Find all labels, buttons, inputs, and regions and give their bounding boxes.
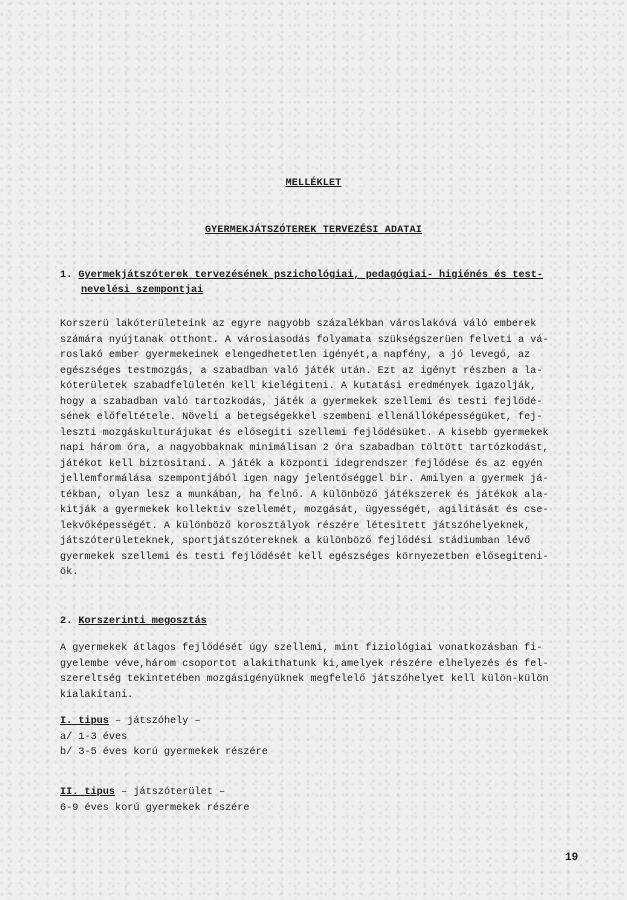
- section-2-number: 2.: [60, 616, 73, 627]
- paragraph-line: kitják a gyermekek kollektiv szellemét, mozgását, ügyességét, agilitását és cse-: [60, 505, 549, 516]
- paragraph-line: sének előfeltétele. Növeli a betegségekkel szembeni ellenállóképességüket, fej-: [60, 412, 543, 423]
- appendix-label: MELLÉKLET: [285, 178, 342, 189]
- paragraph-line: leszti mozgáskulturájukat és elősegiti szellemi fejlődésüket. A kisebb gyermekek: [60, 427, 549, 439]
- paragraph-line: A gyermekek átlagos fejlődését úgy szellemi, mint fiziológiai vonatkozásban fi-: [60, 643, 543, 654]
- type-1-block: [60, 714, 268, 761]
- list-item: a/ 1-3 éves: [60, 731, 128, 743]
- list-item: b/ 3-5 éves korú gyermekek részére: [60, 747, 268, 758]
- page-number: 19: [565, 852, 579, 864]
- section-2-body: [60, 641, 582, 703]
- paragraph-line: kóterületek szabadfelületén kell kielégiteni. A kutatási eredmények igazolják,: [60, 381, 537, 392]
- paragraph-line: számára nyújtanak otthont. A városiasodás folyamata szükségszerüen felveti a vá-: [60, 334, 549, 346]
- paragraph-line: lekvőképességét. A különböző korosztályok részére létesitett játszóhelyeknek,: [60, 520, 531, 532]
- paragraph-line: roslakó ember gyermekeinek elengedhetetlen igényét,a napfény, a jó levegő, az: [60, 350, 531, 361]
- paragraph-line: egészséges testmozgás, a szabadban való játék után. Ezt az igényt részben a la-: [60, 365, 543, 377]
- section-1-body: [60, 317, 582, 581]
- paragraph-line: játszóterületeknek, sportjátszótereknek a különböző fejlődési stádiumban lévő: [60, 536, 531, 547]
- paragraph-line: gyelembe véve,három csoportot alakithatunk ki,amelyek részére elhelyezés és fel-: [60, 658, 549, 670]
- type-1-label: I. tipus: [60, 716, 109, 727]
- section-1-number: 1.: [60, 270, 73, 281]
- document-title: GYERMEKJÁTSZÓTEREK TERVEZÉSI ADATAI: [204, 225, 423, 236]
- paragraph-line: napi három óra, a nagyobbaknak minimálisan 2 óra szabadban töltött tartózkodást,: [60, 443, 549, 454]
- type-2-name: – játszóterület –: [115, 787, 226, 798]
- paragraph-line: hogy a szabadban való tartozkodás, játék a gyermekek szellemi és testi fejlődé-: [60, 396, 543, 408]
- paragraph-line: játékot kell biztositani. A játék a központi idegrendszer fejlődése és az egyén: [60, 458, 543, 470]
- section-2-title: Korszerinti megosztás: [78, 616, 207, 627]
- type-2-label: II. tipus: [60, 787, 116, 798]
- paragraph-line: jellemformálása szempontjából igen nagy jelentőséggel bir. Amilyen a gyermek já-: [60, 474, 549, 485]
- list-item: 6-9 éves korú gyermekek részére: [60, 802, 250, 814]
- section-2-heading: [60, 614, 584, 629]
- type-2-block: [60, 785, 250, 816]
- paragraph-line: kialakitani.: [60, 689, 134, 701]
- paragraph-line: szereltség tekintetében mozgásigényüknek megfelelő játszóhelyet kell külön-külön: [60, 674, 549, 685]
- section-1-title-line1: Gyermekjátszóterek tervezésének pszichológiai, pedagógiai- higiénés és test-: [78, 270, 543, 281]
- paragraph-line: ök.: [60, 567, 79, 578]
- paragraph-line: Korszerü lakóterületeink az egyre nagyobb százalékban városlakóvá váló emberek: [60, 319, 537, 330]
- paragraph-line: tékban, olyan lesz a munkában, ha felnő. A különböző játékszerek és játékok ala-: [60, 489, 549, 501]
- paragraph-line: gyermekek szellemi és testi fejlődését kell egészséges környezetben elősegiteni-: [60, 551, 549, 563]
- section-1-title-line2: nevelési szempontjai: [81, 285, 204, 297]
- type-1-name: – játszóhely –: [108, 716, 201, 727]
- section-1-heading: [60, 268, 584, 299]
